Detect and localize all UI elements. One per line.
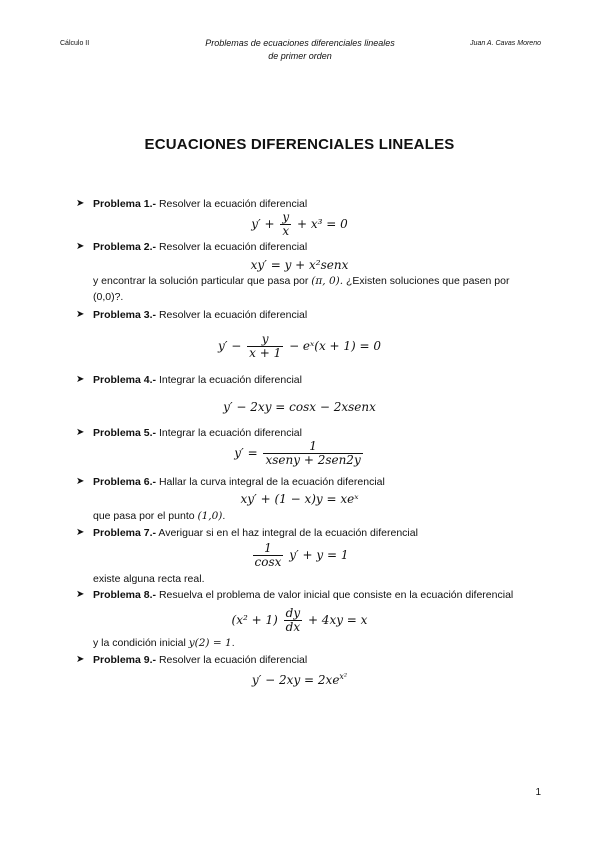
arrow-bullet-icon: ➤: [76, 309, 85, 320]
problem-6-text: Hallar la curva integral de la ecuación diferencial: [158, 476, 385, 488]
problem-6-name: Problema 6.-: [93, 476, 157, 488]
problem-5-text: Integrar la ecuación diferencial: [158, 427, 302, 439]
problem-2-name: Problema 2.-: [93, 241, 157, 253]
arrow-bullet-icon: ➤: [76, 427, 85, 438]
problem-3-text: Resolver la ecuación diferencial: [158, 309, 308, 321]
problem-5-name: Problema 5.-: [93, 427, 157, 439]
page-title: ECUACIONES DIFERENCIALES LINEALES: [144, 136, 455, 153]
problem-4-name: Problema 4.-: [93, 374, 157, 386]
problem-2-extra-line2: (0,0)?.: [93, 291, 124, 303]
header-title-line2: de primer orden: [268, 51, 332, 61]
arrow-bullet-icon: ➤: [76, 241, 85, 252]
header-author: Juan A. Cavas Moreno: [470, 40, 541, 47]
header-title-line1: Problemas de ecuaciones diferenciales lineales: [205, 38, 395, 48]
equation-1: y′ + $\frac{y}{x}$ + x³ = 0: [251, 210, 348, 238]
problem-7-text: Averiguar si en el haz integral de la ecuación diferencial: [158, 527, 418, 539]
problem-4-text: Integrar la ecuación diferencial: [158, 374, 302, 386]
arrow-bullet-icon: ➤: [76, 198, 85, 209]
problem-8-extra: y la condición inicial y(2) = 1.: [93, 637, 235, 649]
problem-7-name: Problema 7.-: [93, 527, 157, 539]
problem-2-extra-line1: y encontrar la solución particular que pasa por (π, 0). ¿Existen soluciones que pasen por: [93, 275, 510, 287]
arrow-bullet-icon: ➤: [76, 527, 85, 538]
arrow-bullet-icon: ➤: [76, 374, 85, 385]
arrow-bullet-icon: ➤: [76, 654, 85, 665]
equation-6: xy′ + (1 − x)y = xeˣ: [240, 492, 359, 506]
problem-7-extra: existe alguna recta real.: [93, 573, 205, 585]
equation-3: y′ − $\frac{y}{x + 1}$ − eˣ(x + 1) = 0: [217, 332, 382, 360]
equation-4: y′ − 2xy = cosx − 2xsenx: [223, 400, 376, 414]
problem-1-name: Problema 1.-: [93, 198, 157, 210]
problem-1-text: Resolver la ecuación diferencial: [158, 198, 308, 210]
problem-3-name: Problema 3.-: [93, 309, 157, 321]
header-course: Cálculo II: [60, 40, 90, 47]
arrow-bullet-icon: ➤: [76, 476, 85, 487]
problem-9-text: Resolver la ecuación diferencial: [158, 654, 308, 666]
problem-2-text: Resolver la ecuación diferencial: [158, 241, 308, 253]
header-title: [150, 37, 450, 63]
problem-8-name: Problema 8.-: [93, 589, 157, 601]
problem-8-text: Resuelva el problema de valor inicial que consiste en la ecuación diferencial: [158, 589, 514, 601]
problem-9-name: Problema 9.-: [93, 654, 157, 666]
equation-5: y′ = $\frac{1}{\text{xseny + 2sen2y}}$: [234, 439, 361, 467]
equation-8: (x² + 1) $\frac{dy}{dx}$ + 4xy = x: [231, 606, 368, 634]
equation-7: $\frac{1}{\cos x}$ y′ + y = 1: [254, 541, 349, 569]
page-number: 1: [535, 787, 541, 798]
arrow-bullet-icon: ➤: [76, 589, 85, 600]
equation-9: $y' - 2xy = 2xe^{x^2}$: [251, 672, 348, 687]
equation-2: xy′ = y + x²senx: [250, 258, 349, 272]
problem-6-extra: que pasa por el punto (1,0).: [93, 510, 226, 522]
